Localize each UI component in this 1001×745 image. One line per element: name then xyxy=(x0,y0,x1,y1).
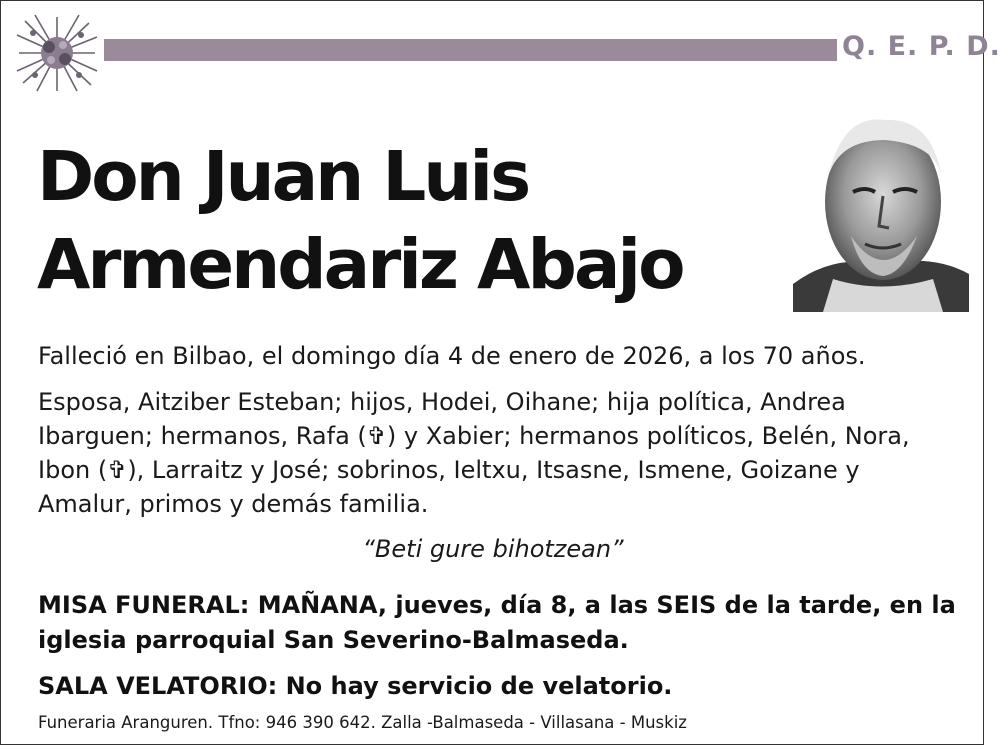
cross-icon: ✞ xyxy=(107,456,128,484)
header-bar xyxy=(104,39,837,61)
funeral-mass: MISA FUNERAL: MAÑANA, jueves, día 8, a las SEIS de la tarde, en la iglesia parroquial San Severino-Balmaseda. xyxy=(38,591,956,654)
name-line-2: Armendariz Abajo xyxy=(37,225,683,305)
family-text: Esposa, Aitziber Esteban; hijos, Hodei, Oihane; hija política, Andrea Ibarguen; hermanos, Rafa ( xyxy=(38,388,846,450)
qepd-heading: Q. E. P. D. xyxy=(842,31,1001,62)
funeral-home-footer: Funeraria Aranguren. Tfno: 946 390 642. Zalla -Balmaseda - Villasana - Muskiz xyxy=(38,713,687,732)
family-text: ), Larraitz y José; sobrinos, Ieltxu, Itsasne, Ismene, Goizane y Amalur, primos y demás familia. xyxy=(38,456,860,518)
deceased-name xyxy=(37,133,682,309)
flower-icon xyxy=(15,13,99,93)
portrait-photo xyxy=(793,104,969,312)
cross-icon: ✞ xyxy=(366,422,387,450)
wake-room: SALA VELATORIO: No hay servicio de velatorio. xyxy=(38,672,673,700)
motto: “Beti gure bihotzean” xyxy=(362,535,624,563)
death-notice: Falleció en Bilbao, el domingo día 4 de enero de 2026, a los 70 años. xyxy=(38,342,866,370)
family-text: ) y Xabier; hermanos políticos, Belén, Nora, Ibon ( xyxy=(38,422,910,484)
name-line-1: Don Juan Luis xyxy=(37,137,529,217)
family-list xyxy=(38,385,958,521)
